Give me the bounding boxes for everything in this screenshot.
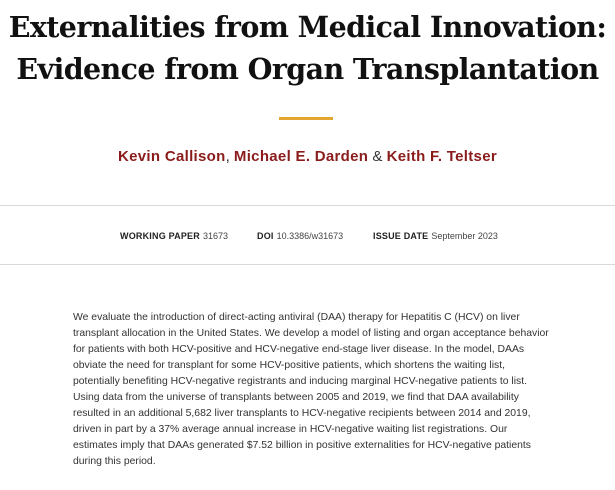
abstract-text: We evaluate the introduction of direct-acting antiviral (DAA) therapy for Hepatitis C (HCV) on liver transplant allocation in the United States. We develop a model of listing and organ acceptance behavior for patients with both HCV-positive and HCV-negative end-stage liver disease. In the model, DAAs obviate the need for transplant for some HCV-positive patients, which shortens the waiting list, potentially benefiting HCV-negative registrants and inducing marginal HCV-negative patients to list. Using data from the universe of transplants between 2005 and 2019, we find that DAA availability resulted in an additional 5,682 liver transplants to HCV-negative recipients between 2014 and 2019, driven in part by a 37% average annual increase in HCV-negative waiting list registrations. Our estimates imply that DAAs generated $7.52 billion in positive externalities for HCV-negative patients during this period. [73, 312, 549, 467]
issue-date-meta [373, 229, 498, 243]
issue-date-label: ISSUE DATE [373, 231, 429, 241]
author-link-kevin-callison[interactable]: Kevin Callison [118, 148, 226, 165]
working-paper-label: WORKING PAPER [120, 231, 200, 241]
author-separator: , [225, 148, 230, 165]
paper-title-line-1: Externalities from Medical Innovation: [8, 10, 607, 44]
paper-title [0, 6, 615, 90]
meta-bottom-divider [0, 264, 615, 265]
author-link-keith-teltser[interactable]: Keith F. Teltser [386, 148, 497, 165]
author-link-michael-darden[interactable]: Michael E. Darden [233, 148, 369, 165]
doi-label: DOI [257, 231, 274, 241]
working-paper-meta [120, 229, 228, 243]
doi-value: 10.3386/w31673 [276, 231, 344, 241]
author-separator: & [372, 148, 383, 165]
title-accent-rule [279, 117, 333, 120]
meta-top-divider [0, 205, 615, 206]
doi-meta [257, 229, 343, 243]
paper-title-line-2: Evidence from Organ Transplantation [16, 52, 599, 86]
working-paper-number: 31673 [202, 231, 228, 241]
author-list [0, 146, 615, 168]
issue-date-value: September 2023 [431, 231, 498, 241]
